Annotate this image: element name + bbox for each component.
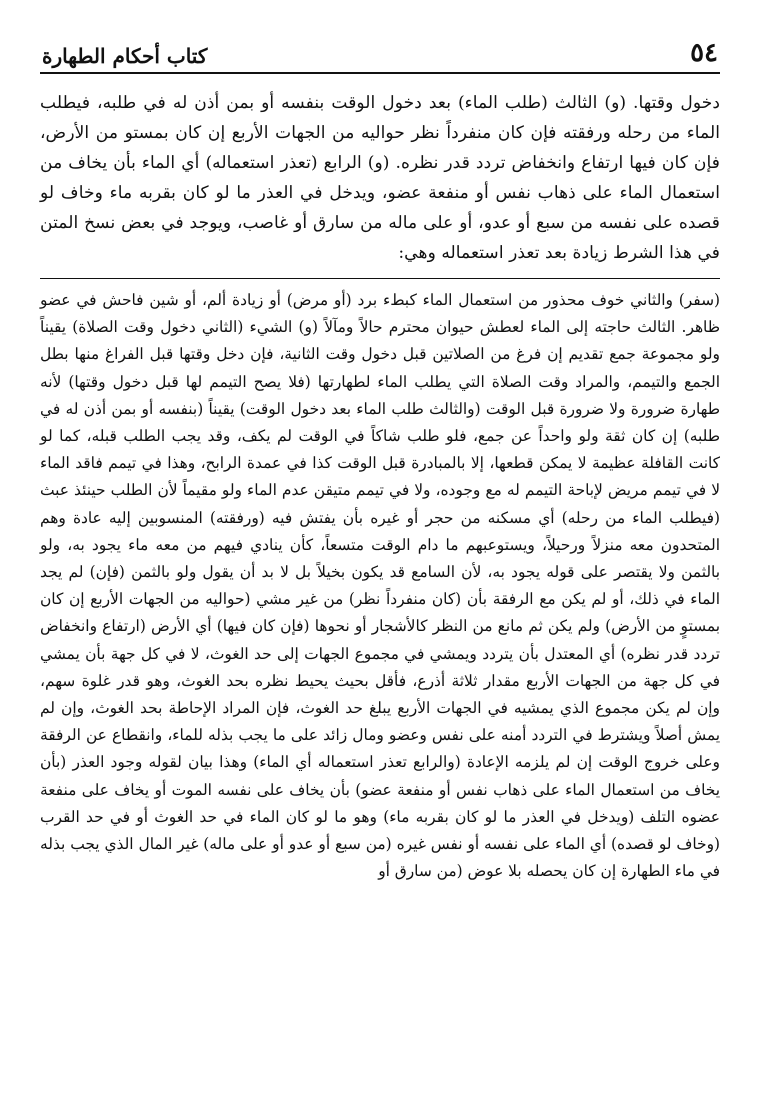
commentary-paragraph: (سفر) والثاني خوف محذور من استعمال الماء كبطء برد (أو مرض) أو زيادة ألم، أو شين فاحش في عضو ظاهر. الثالث حاجته إلى الماء لعطش حيوان محترم حالاً ومآلاً (و) الشيء (الثاني دخول وقت الصلاة) يقيناً ولو مجموعة جمع تقديم إن فرغ من الصلاتين قبل دخول وقت الثانية، فإن دخل وقتها قبل الفراغ منها بطل الجمع والتيمم، والمراد وقت الصلاة التي يطلب الماء لطهارتها (فلا يصح التيمم لها قبل دخول وقتها) لأنه طهارة ضرورة ولا ضرورة قبل الوقت (والثالث طلب الماء بعد دخول الوقت) يقيناً (بنفسه أو بمن أذن له في طلبه) إن كان ثقة ولو واحداً عن جمع، فلو طلب شاكاً في الوقت لم يكف، وقد يجب الطلب قبله، كما لو كانت القافلة عظيمة لا يمكن قطعها، إلا بالمبادرة قبل الوقت كذا في عمدة الرابح، وهذا في تيمم فاقد الماء لا في تيمم مريض لإباحة التيمم له مع وجوده، ولا في تيمم متيقن عدم الماء ولو مقيماً لأن الطلب حينئذ عبث (فيطلب الماء من رحله) أي مسكنه من حجر أو غيره بأن يفتش فيه (ورفقته) المنسوبين إليه عادة وهم المتحدون معه منزلاً ورحيلاً، ويستوعبهم ما دام الوقت متسعاً، كأن ينادي فيهم من معه ماء يجود به، ولو بالثمن ولا يقتصر على قوله يجود به، لأن السامع قد يكون بخيلاً بل لا بد أن يقول ولو بالثمن (فإن) لم يجد الماء في ذلك، أو لم يكن مع الرفقة بأن (كان منفرداً نظر) من غير مشي (حواليه من الجهات الأربع إن كان بمستوٍ من الأرض) ولم يكن ثم مانع من النظر كالأشجار أو نحوها (فإن كان فيها) أي الأرض (ارتفاع وانخفاض تردد قدر نظره) أي المعتدل بأن يتردد ويمشي في مجموع الجهات إلى حد الغوث، لا في كل جهة بأن يمشي في كل جهة من الجهات الأربع مقدار ثلاثة أذرع، فأقل بحيث يحيط نظره بحد الغوث، وهو قدر غلوة سهم، وإن لم يكن مجموع الذي يمشيه في الجهات الأربع يبلغ حد الغوث، فإن المراد الإحاطة بحد الغوث، وإن لم يمش أصلاً ويشترط في التردد أمنه على نفس وعضو ومال زائد على ما يجب بذله للماء، وانقطاع عن الرفقة وعلى خروج الوقت إن لم يلزمه الإعادة (والرابع تعذر استعماله أي الماء) وهذا بيان لقوله وجود العذر (بأن يخاف من استعمال الماء على ذهاب نفس أو منفعة عضو) بأن يخاف على نفسه الموت أو يخاف على منفعة عضوه التلف (ويدخل في العذر ما لو كان بقربه ماء) وهو ما لو كان الماء في حد الغوث أو في حد القرب (وخاف لو قصده) أي الماء على نفسه أو نفس غيره (من سبع أو عدو أو على ماله) غير المال الذي يجب بذله في ماء الطهارة إن كان يحصله بلا عوض (من سارق أو [40,291,720,881]
book-page [40,30,720,1090]
main-text-block [40,88,720,268]
book-title: كتاب أحكام الطهارة [42,44,208,68]
page-number: ٥٤ [690,38,718,68]
main-text-paragraph: دخول وقتها. (و) الثالث (طلب الماء) بعد دخول الوقت بنفسه أو بمن أذن له في طلبه، فيطلب الماء من رحله ورفقته فإن كان منفرداً نظر حواليه من الجهات الأربع إن كان بمستو من الأرض، فإن كان فيها ارتفاع وانخفاض تردد قدر نظره. (و) الرابع (تعذر استعماله) أي الماء بأن يخاف من استعمال الماء على ذهاب نفس أو منفعة عضو، ويدخل في العذر ما لو كان بقربه ماء وخاف لو قصده على نفسه من سبع أو عدو، أو على ماله من سارق أو غاصب، ويوجد في بعض نسخ المتن في هذا الشرط زيادة بعد تعذر استعماله وهي: [40,93,720,263]
page-header [40,30,720,74]
footnote-divider [40,278,720,279]
commentary-block [40,287,720,885]
